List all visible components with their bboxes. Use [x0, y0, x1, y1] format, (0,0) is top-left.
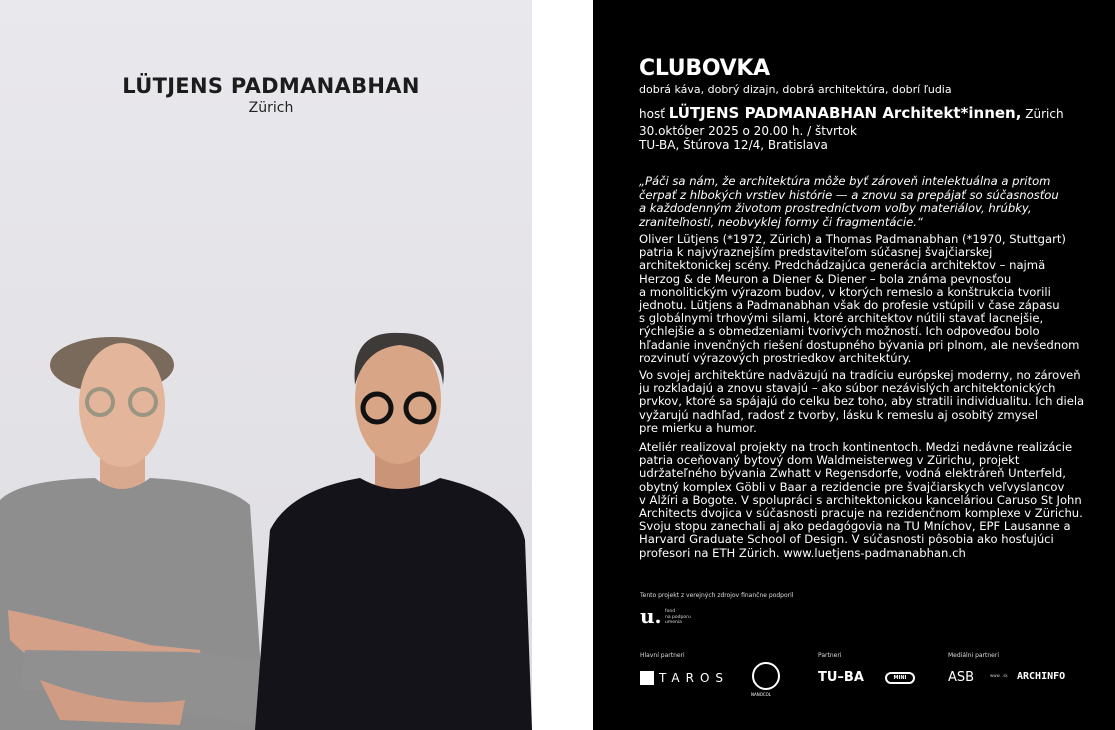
text-line: udržateľného bývania Zwhatt v Regensdorfe, vodná elektráreň Unterfeld,: [639, 466, 1066, 481]
archinfo-prefix: www. .sk: [990, 673, 1008, 678]
host-city: Zürich: [1025, 107, 1064, 121]
paragraph-projects: [639, 441, 1083, 560]
event-title: CLUBOVKA: [639, 56, 770, 81]
text-line: ju rozkladajú a znovu stavajú – ako súbor nezávislých architektonických: [639, 381, 1056, 396]
text-line: Harvard Graduate School of Design. V súčasnosti pôsobia ako hosťujúci: [639, 532, 1054, 547]
quote: [639, 175, 1059, 229]
event-host: [639, 104, 1064, 152]
text-line: Vo svojej architektúre nadväzujú na tradíciu európskej moderny, no zároveň: [639, 368, 1081, 382]
quote-line: a každodenným životom prostredníctvom voľby materiálov, hrúbky,: [639, 201, 1032, 216]
quote-line: zraniteľnosti, neobvyklej formy či fragmentácie.“: [639, 214, 923, 229]
text-line: s globálnymi trhovými silami, ktoré architektov nútili stavať lacnejšie,: [639, 311, 1044, 326]
text-line: prvkov, ktoré sa spájajú do celku bez toho, aby stratili individualitu. Ich diela: [639, 394, 1085, 409]
taros-logo-square: [640, 671, 654, 685]
text-line: profesori na ETH Zürich. www.luetjens-padmanabhan.ch: [639, 545, 966, 560]
fund-logo-line: umenia: [665, 620, 682, 625]
media-partners-label: Mediálni partneri: [948, 652, 999, 659]
fund-logo-text: [665, 609, 691, 626]
fund-logo-line: fond: [665, 609, 676, 614]
text-line: rozvinutí výrazových prostriedkov architektúry.: [639, 350, 912, 365]
mini-logo: MINI: [885, 672, 915, 684]
architects-name: LÜTJENS PADMANABHAN: [122, 74, 420, 98]
paragraph-approach: [639, 369, 1084, 435]
person-left: [0, 337, 265, 730]
main-partners-label: Hlavní partneri: [640, 652, 685, 659]
event-venue: TU-BA, Štúrova 12/4, Bratislava: [639, 138, 828, 152]
fund-logo-line: na podporu: [665, 614, 691, 620]
asb-logo: ASB: [948, 670, 975, 685]
fund-logo: u.: [640, 604, 662, 628]
event-date: 30.október 2025 o 20.00 h. / štvrtok: [639, 124, 857, 138]
text-line: Ateliér realizoval projekty na troch kontinentoch. Medzi nedávne realizácie: [639, 440, 1073, 454]
photo-panel: [0, 0, 532, 730]
taros-logo: TAROS: [659, 671, 730, 685]
text-line: hľadanie invenčných riešení dostupného bývania pri plnom, ale nevšednom: [639, 337, 1080, 352]
event-tagline: dobrá káva, dobrý dizajn, dobrá architektúra, dobrí ľudia: [639, 83, 952, 96]
partners-label: Partneri: [818, 652, 842, 659]
text-line: Architects dvojica v súčasnosti pracuje na rezidenčnom komplexe v Zürichu.: [639, 506, 1083, 521]
nanocol-logo-icon: [752, 662, 780, 690]
host-name: LÜTJENS PADMANABHAN Architekt*innen,: [668, 104, 1022, 122]
host-line: [639, 104, 1064, 124]
text-line: Oliver Lütjens (*1972, Zürich) a Thomas Padmanabhan (*1970, Stuttgart): [639, 232, 1066, 246]
text-line: patria oceňovaný bytový dom Waldmeisterweg v Zürichu, projekt: [639, 453, 1020, 468]
paragraph-bio: [639, 233, 1079, 365]
text-line: v Alžíri a Bogote. V spolupráci s architektonickou kanceláriou Caruso St John: [639, 492, 1082, 507]
quote-line: čerpať z hlbokých vrstiev histórie — a znovu sa prepájať so súčasnosťou: [639, 187, 1059, 202]
quote-line: „Páči sa nám, že architektúra môže byť zároveň intelektuálna a pritom: [639, 174, 1051, 188]
funding-note: Tento projekt z verejných zdrojov finančne podporil: [640, 592, 794, 599]
text-line: Svoju stopu zanechali aj ako pedagógovia na TU Mníchov, EPF Lausanne a: [639, 519, 1071, 534]
person-right: [255, 333, 532, 730]
archinfo-logo: ARCHINFO: [1017, 671, 1066, 682]
tuba-logo: TU–BA: [818, 670, 864, 685]
text-line: patria k najvýraznejším predstaviteľom súčasnej švajčiarskej: [639, 245, 993, 260]
text-line: rýchlejšie a s obmedzeniami tvorivých možností. Ich odpoveďou bolo: [639, 324, 1040, 339]
architects-city: Zürich: [248, 100, 294, 116]
text-line: architektonickej scény. Predchádzajúca generácia architektov – najmä: [639, 258, 1046, 273]
text-line: obytný komplex Göbli v Baar a rezidencie pre švajčiarskych veľvyslancov: [639, 479, 1065, 494]
info-panel: [593, 0, 1115, 730]
text-line: pre mierku a humor.: [639, 420, 757, 435]
text-line: a monolitickým výrazom budov, v ktorých remeslo a konštrukcia tvorili: [639, 284, 1051, 299]
nanocol-logo: NANOCOL: [751, 692, 772, 697]
text-line: Herzog & de Meuron a Diener & Diener – bola známa pevnosťou: [639, 271, 1012, 286]
text-line: vyžarujú nadhľad, radosť z tvorby, lásku k remeslu aj osobitý zmysel: [639, 407, 1038, 422]
text-line: jednotu. Lütjens a Padmanabhan však do profesie vstúpili v čase zápasu: [639, 298, 1060, 313]
host-prefix: hosť: [639, 107, 665, 121]
